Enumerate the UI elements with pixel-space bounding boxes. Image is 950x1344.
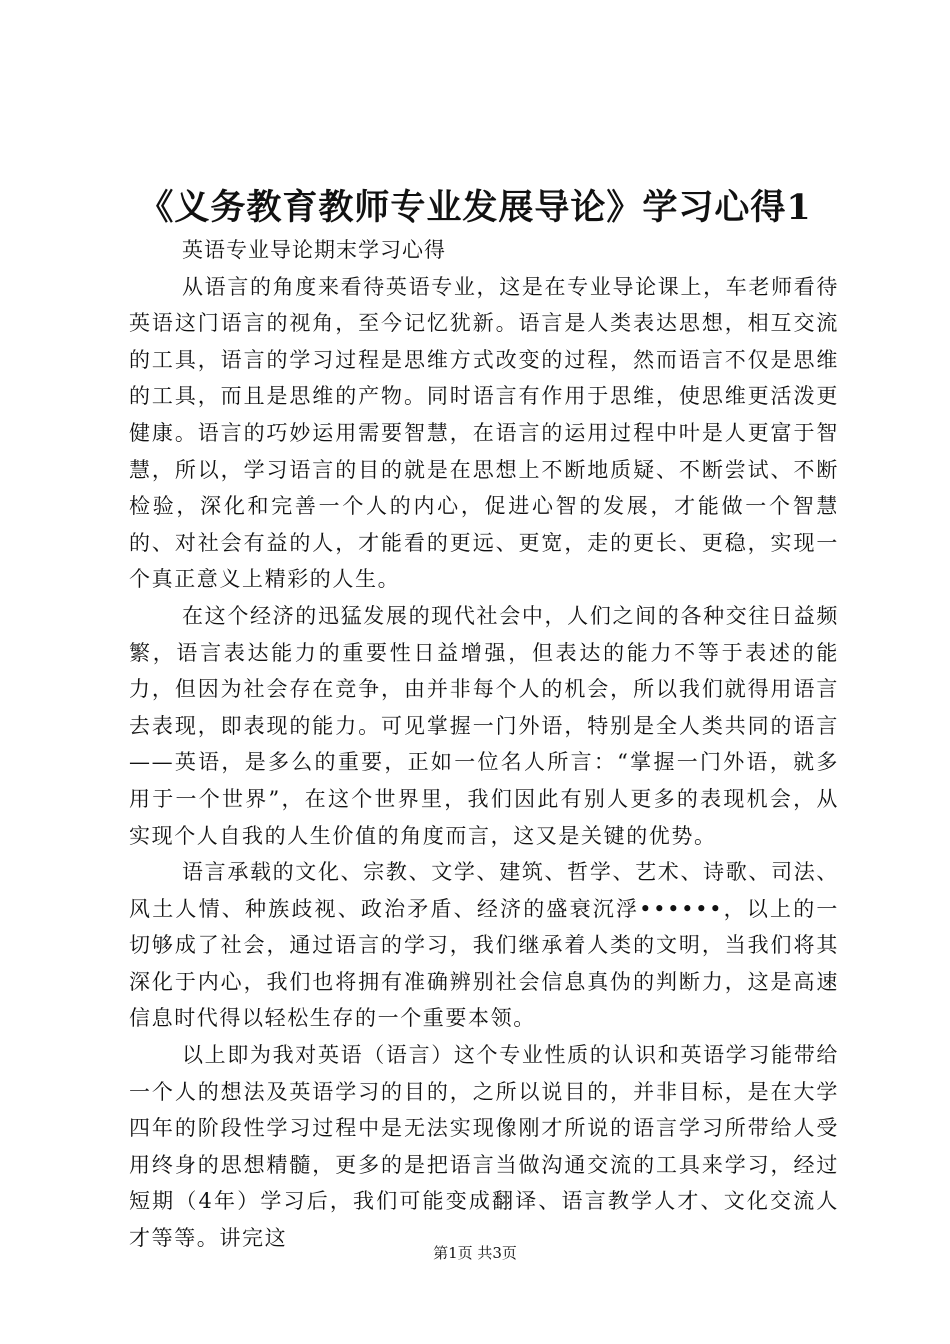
body-paragraph-2: 在这个经济的迅猛发展的现代社会中，人们之间的各种交往日益频繁，语言表达能力的重要性日益增强，但表达的能力不等于表述的能力，但因为社会存在竞争，由并非每个人的机会，所以我们就得用语言去表现，即表现的能力。可见掌握一门外语，特别是全人类共同的语言——英语，是多么的重要，正如一位名人所言：“掌握一门外语，就多用于一个世界”，在这个世界里，我们因此有别人更多的表现机会，从实现个人自我的人生价值的角度而言，这又是关键的优势。 (129, 603, 839, 848)
document-body (129, 232, 839, 1257)
body-paragraph-1: 从语言的角度来看待英语专业，这是在专业导论课上，车老师看待英语这门语言的视角，至今记忆犹新。语言是人类表达思想，相互交流的工具，语言的学习过程是思维方式改变的过程，然而语言不仅是思维的工具，而且是思维的产物。同时语言有作用于思维，使思维更活泼更健康。语言的巧妙运用需要智慧，在语言的运用过程中叶是人更富于智慧，所以，学习语言的目的就是在思想上不断地质疑、不断尝试、不断检验，深化和完善一个人的内心，促进心智的发展，才能做一个智慧的、对社会有益的人，才能看的更远、更宽，走的更长、更稳，实现一个真正意义上精彩的人生。 (129, 274, 839, 592)
page-number-footer: 第1页 共3页 (433, 1244, 517, 1262)
body-paragraph-3: 语言承载的文化、宗教、文学、建筑、哲学、艺术、诗歌、司法、风土人情、种族歧视、政治矛盾、经济的盛衰沉浮••••••，以上的一切够成了社会，通过语言的学习，我们继承着人类的文明，当我们将其深化于内心，我们也将拥有准确辨别社会信息真伪的判断力，这是高速信息时代得以轻松生存的一个重要本领。 (129, 860, 839, 1031)
document-subtitle: 英语专业导论期末学习心得 (182, 238, 446, 262)
document-title: 《义务教育教师专业发展导论》学习心得1 (138, 187, 812, 228)
body-paragraph-4: 以上即为我对英语（语言）这个专业性质的认识和英语学习能带给一个人的想法及英语学习的目的，之所以说目的，并非目标，是在大学四年的阶段性学习过程中是无法实现像刚才所说的语言学习所带给人受用终身的思想精髓，更多的是把语言当做沟通交流的工具来学习，经过短期（4年）学习后，我们可能变成翻译、语言教学人才、文化交流人才等等。讲完这 (129, 1043, 839, 1251)
